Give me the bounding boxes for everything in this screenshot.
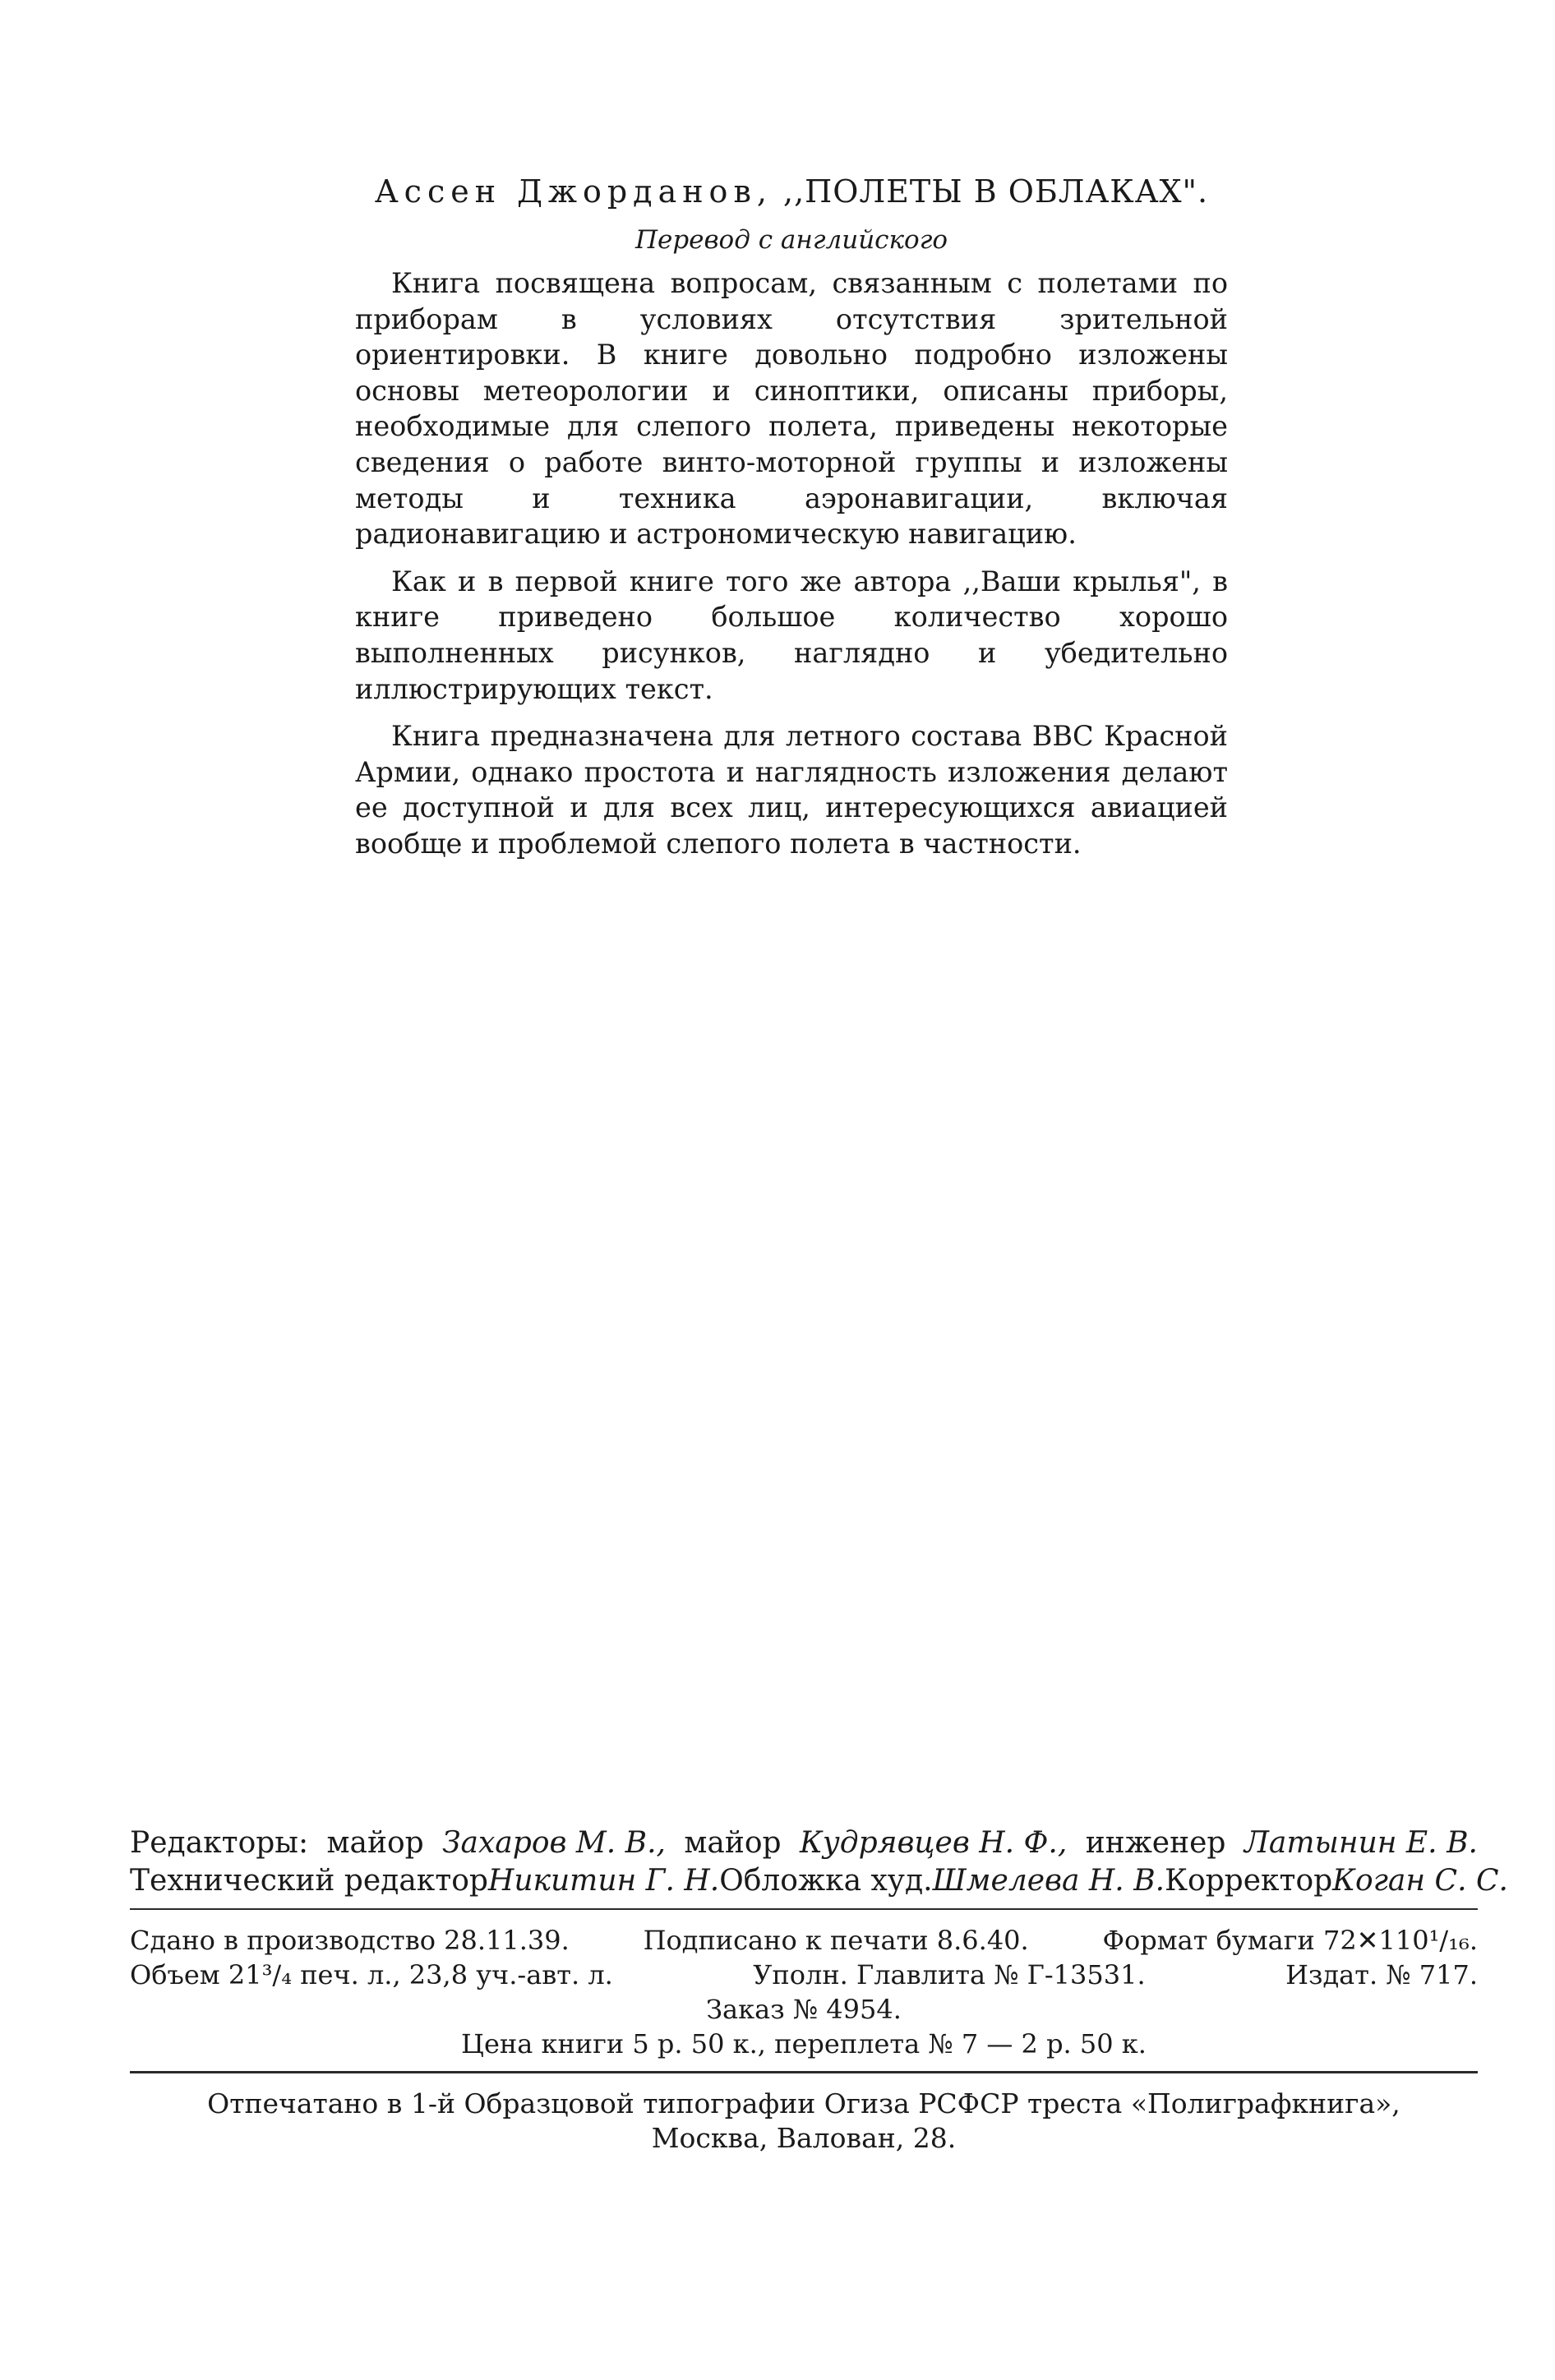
editor-role: майор bbox=[326, 1826, 424, 1860]
author-name: Ассен Джорданов, bbox=[374, 173, 773, 210]
editor-name: Латынин Е. В. bbox=[1244, 1826, 1478, 1860]
paper-format: Формат бумаги 72✕110¹/₁₆. bbox=[1102, 1925, 1478, 1956]
printer-address: Москва, Валован, 28. bbox=[651, 2122, 957, 2154]
production-dates-row bbox=[130, 1923, 1478, 1958]
book-title-line bbox=[355, 168, 1228, 214]
divider bbox=[130, 2071, 1478, 2073]
price-line: Цена книги 5 р. 50 к., переплета № 7 — 2 р. 50 к. bbox=[461, 2028, 1147, 2059]
imprint-block bbox=[130, 1824, 1508, 2156]
volume-info: Объем 21³/₄ печ. л., 23,8 уч.-авт. л. bbox=[130, 1959, 613, 1990]
annotation-block bbox=[355, 168, 1228, 862]
divider bbox=[130, 1908, 1478, 1910]
volume-row bbox=[130, 1958, 1478, 1992]
corrector-label: Корректор bbox=[1165, 1864, 1333, 1898]
translation-note: Перевод с английского bbox=[634, 225, 948, 255]
cover-artist-name: Шмелева Н. В. bbox=[932, 1864, 1165, 1898]
annotation-paragraph: Как и в первой книге того же автора ,,Ваши крылья", в книге приведено большое количество хорошо выполненных рисунков, наглядно и убедительно иллюстрирующих текст. bbox=[355, 565, 1228, 705]
annotation-paragraph: Книга посвящена вопросам, связанным с полетами по приборам в условиях отсутствия зрительной ориентировки. В книге довольно подробно изложены основы метеорологии и синоптики, описаны приборы, необходимые для слепого полета, приведены некоторые сведения о работе винто-моторной группы и изложены методы и техника аэронавигации, включая радионавигацию и астрономическую навигацию. bbox=[355, 267, 1228, 551]
annotation-paragraph: Книга предназначена для летного состава ВВС Красной Армии, однако простота и наглядность изложения делают ее доступной и для всех лиц, интересующихся авиацией вообще и проблемой слепого полета в частности. bbox=[355, 720, 1228, 860]
submitted-date: Сдано в производство 28.11.39. bbox=[130, 1925, 570, 1956]
editors-label: Редакторы: bbox=[130, 1826, 309, 1860]
printer-line: Отпечатано в 1-й Образцовой типографии Огиза РСФСР треста «Полиграфкнига», bbox=[207, 2087, 1400, 2119]
signed-date: Подписано к печати 8.6.40. bbox=[643, 1925, 1029, 1956]
glavlit-number: Уполн. Главлита № Г-13531. bbox=[753, 1959, 1146, 1990]
editor-role: инженер bbox=[1085, 1826, 1226, 1860]
corrector-name: Коган С. С. bbox=[1332, 1864, 1508, 1898]
order-number: Заказ № 4954. bbox=[706, 1994, 902, 2025]
tech-editor-label: Технический редактор bbox=[130, 1864, 488, 1898]
tech-editor-name: Никитин Г. Н. bbox=[487, 1864, 720, 1898]
editors-line bbox=[130, 1824, 1478, 1862]
staff-line bbox=[130, 1862, 1508, 1900]
editors-credits bbox=[130, 1824, 1508, 1900]
editor-role: майор bbox=[684, 1826, 782, 1860]
editor-name: Захаров М. В., bbox=[442, 1826, 666, 1860]
cover-artist-label: Обложка худ. bbox=[719, 1864, 933, 1898]
book-title: ,,ПОЛЕТЫ В ОБЛАКАХ". bbox=[772, 173, 1209, 210]
edition-number: Издат. № 717. bbox=[1285, 1959, 1478, 1990]
editor-name: Кудрявцев Н. Ф., bbox=[800, 1826, 1068, 1860]
